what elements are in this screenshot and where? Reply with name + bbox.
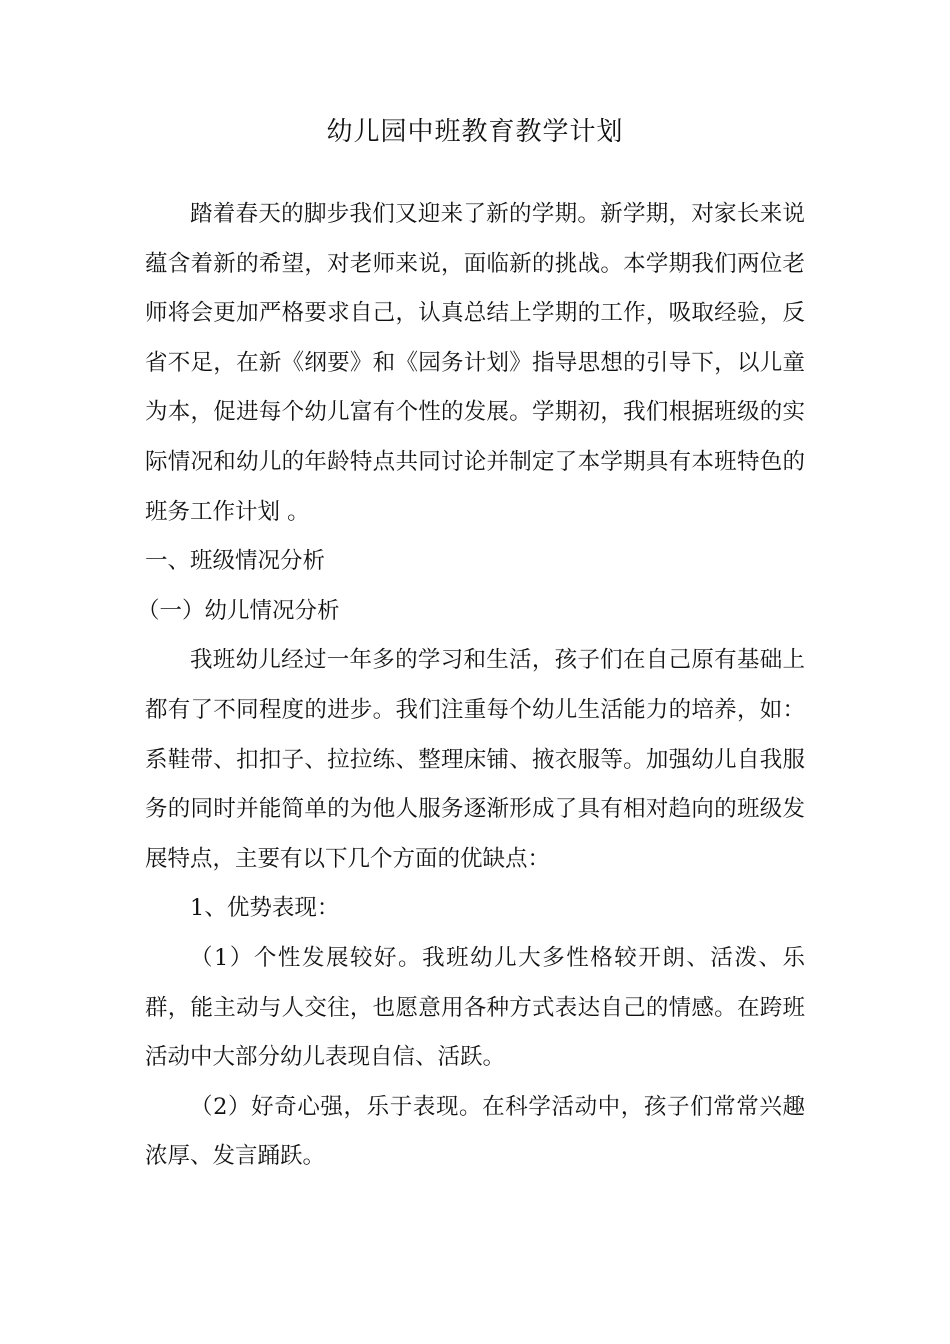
advantages-heading: 1、优势表现： <box>190 895 340 922</box>
document-body <box>137 190 805 1182</box>
section-heading-class-analysis: 一、班级情况分析 <box>145 548 326 575</box>
advantage-item-1: （1）个性发展较好。我班幼儿大多性格较开朗、活泼、乐群，能主动与人交往，也愿意用各种方式表达自己的情感。在跨班活动中大部分幼儿表现自信、活跃。 <box>145 944 805 1071</box>
subsection-heading-children-analysis: （一）幼儿情况分析 <box>137 597 340 624</box>
advantage-item-2: （2）好奇心强，乐于表现。在科学活动中，孩子们常常兴趣浓厚、发言踊跃。 <box>145 1093 805 1170</box>
document-title: 幼儿园中班教育教学计划 <box>326 117 624 147</box>
children-analysis-paragraph: 我班幼儿经过一年多的学习和生活，孩子们在自己原有基础上都有了不同程度的进步。我们注重每个幼儿生活能力的培养，如：系鞋带、扣扣子、拉拉练、整理床铺、掖衣服等。加强幼儿自我服务的同时并能简单的为他人服务逐渐形成了具有相对趋向的班级发展特点，主要有以下几个方面的优缺点： <box>145 647 805 872</box>
intro-paragraph: 踏着春天的脚步我们又迎来了新的学期。新学期，对家长来说蕴含着新的希望，对老师来说，面临新的挑战。本学期我们两位老师将会更加严格要求自己，认真总结上学期的工作，吸取经验，反省不足，在新《纲要》和《园务计划》指导思想的引导下，以儿童为本，促进每个幼儿富有个性的发展。学期初，我们根据班级的实际情况和幼儿的年龄特点共同讨论并制定了本学期具有本班特色的班务工作计划 。 <box>145 201 805 525</box>
